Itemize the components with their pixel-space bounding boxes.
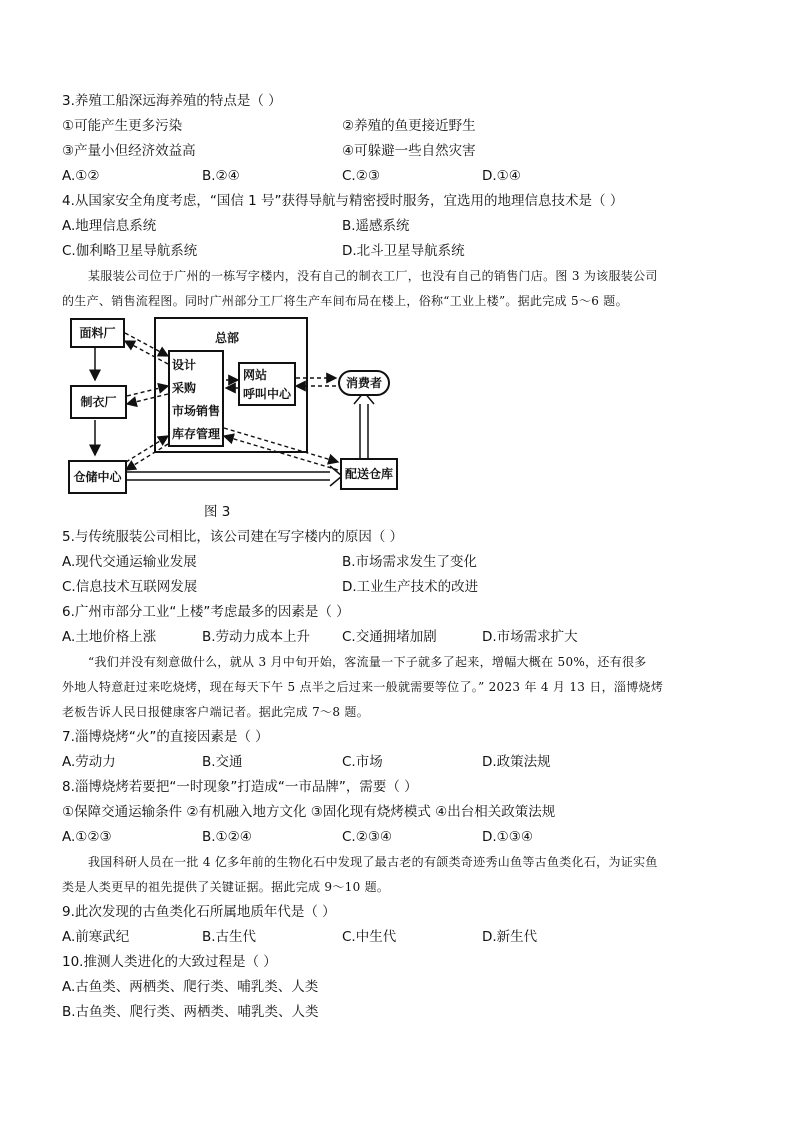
q3-item-1: ①可能产生更多污染 — [62, 118, 183, 134]
q6-stem: 6.广州市部分工业“上楼”考虑最多的因素是（ ） — [62, 604, 350, 620]
q7-option-c: C.市场 — [342, 754, 383, 770]
q3-item-4: ④可躲避一些自然灾害 — [342, 143, 476, 159]
q6-option-c: C.交通拥堵加剧 — [342, 629, 437, 645]
q5-option-d: D.工业生产技术的改进 — [342, 579, 479, 595]
q4-option-c: C.伽利略卫星导航系统 — [62, 243, 198, 259]
q5-option-c: C.信息技术互联网发展 — [62, 579, 198, 595]
q10-option-b: B.古鱼类、爬行类、两栖类、哺乳类、人类 — [62, 1004, 319, 1020]
design-label: 设计 — [172, 358, 197, 372]
storage-center-box: 仓储中心 — [68, 460, 127, 494]
q7-option-a: A.劳动力 — [62, 754, 116, 770]
material2-line2: 外地人特意赶过来吃烧烤，现在每天下午 5 点半之后过来一般就需要等位了。” 2023 年 4 月 13 日，淄博烧烤 — [62, 680, 664, 694]
q4-option-b: B.遥感系统 — [342, 218, 410, 234]
material2-line3: 老板告诉人民日报健康客户端记者。据此完成 7～8 题。 — [62, 705, 370, 719]
q7-option-d: D.政策法规 — [482, 754, 551, 770]
q8-option-d: D.①③④ — [482, 829, 533, 845]
inventory-label: 库存管理 — [172, 427, 221, 441]
website-label: 网站 — [243, 368, 268, 382]
material3-line1: 我国科研人员在一批 4 亿多年前的生物化石中发现了最古老的有颌类奇迹秀山鱼等古鱼类化石，为证实鱼 — [88, 855, 658, 869]
q7-stem: 7.淄博烧烤“火”的直接因素是（ ） — [62, 729, 269, 745]
q4-option-a: A.地理信息系统 — [62, 218, 157, 234]
q8-items: ①保障交通运输条件 ②有机融入地方文化 ③固化现有烧烤模式 ④出台相关政策法规 — [62, 804, 556, 820]
material1-line2: 的生产、销售流程图。同时广州部分工厂将生产车间布局在楼上，俗称“工业上楼”。据此完成 5～6 题。 — [62, 294, 628, 308]
q9-stem: 9.此次发现的古鱼类化石所属地质年代是（ ） — [62, 904, 336, 920]
q6-option-d: D.市场需求扩大 — [482, 629, 578, 645]
q9-option-a: A.前寒武纪 — [62, 929, 130, 945]
q8-stem: 8.淄博烧烤若要把“一时现象”打造成“一市品牌”，需要（ ） — [62, 779, 418, 795]
marketing-label: 市场销售 — [172, 404, 221, 418]
q9-option-c: C.中生代 — [342, 929, 397, 945]
q3-option-d: D.①④ — [482, 168, 521, 184]
q8-option-b: B.①②④ — [202, 829, 252, 845]
q3-item-3: ③产量小但经济效益高 — [62, 143, 196, 159]
q6-option-b: B.劳动力成本上升 — [202, 629, 311, 645]
q10-option-a: A.古鱼类、两栖类、爬行类、哺乳类、人类 — [62, 979, 319, 995]
purchase-label: 采购 — [172, 381, 197, 395]
q5-option-b: B.市场需求发生了变化 — [342, 554, 478, 570]
q5-stem: 5.与传统服装公司相比，该公司建在写字楼内的原因（ ） — [62, 529, 404, 545]
q8-option-a: A.①②③ — [62, 829, 112, 845]
hq-functions-box — [168, 350, 224, 447]
garment-factory-box: 制衣厂 — [70, 385, 127, 419]
material1-line1: 某服装公司位于广州的一栋写字楼内，没有自己的制衣工厂，也没有自己的销售门店。图 3 为该服装公司 — [88, 269, 658, 283]
callcenter-label: 呼叫中心 — [243, 387, 292, 401]
hq-label: 总部 — [215, 331, 240, 345]
website-callcenter-box — [238, 362, 296, 406]
q6-option-a: A.土地价格上涨 — [62, 629, 157, 645]
q3-option-b: B.②④ — [202, 168, 240, 184]
q4-option-d: D.北斗卫星导航系统 — [342, 243, 465, 259]
consumer-node: 消费者 — [338, 370, 390, 396]
fabric-factory-box: 面料厂 — [70, 318, 125, 348]
q8-option-c: C.②③④ — [342, 829, 393, 845]
q7-option-b: B.交通 — [202, 754, 243, 770]
delivery-warehouse-box: 配送仓库 — [340, 458, 398, 490]
q3-item-2: ②养殖的鱼更接近野生 — [342, 118, 476, 134]
q3-stem: 3.养殖工船深远海养殖的特点是（ ） — [62, 93, 282, 109]
material3-line2: 类是人类更早的祖先提供了关键证据。据此完成 9～10 题。 — [62, 880, 390, 894]
q3-option-a: A.①② — [62, 168, 100, 184]
q5-option-a: A.现代交通运输业发展 — [62, 554, 197, 570]
material2-line1: “我们并没有刻意做什么，就从 3 月中旬开始，客流量一下子就多了起来，增幅大概在 50%，还有很多 — [88, 655, 647, 669]
q3-option-c: C.②③ — [342, 168, 380, 184]
figure-caption: 图 3 — [204, 504, 231, 520]
q9-option-d: D.新生代 — [482, 929, 538, 945]
q10-stem: 10.推测人类进化的大致过程是（ ） — [62, 954, 277, 970]
q4-stem: 4.从国家安全角度考虑，“国信 1 号”获得导航与精密授时服务，宜选用的地理信息技术是（ ） — [62, 193, 624, 209]
q9-option-b: B.古生代 — [202, 929, 257, 945]
